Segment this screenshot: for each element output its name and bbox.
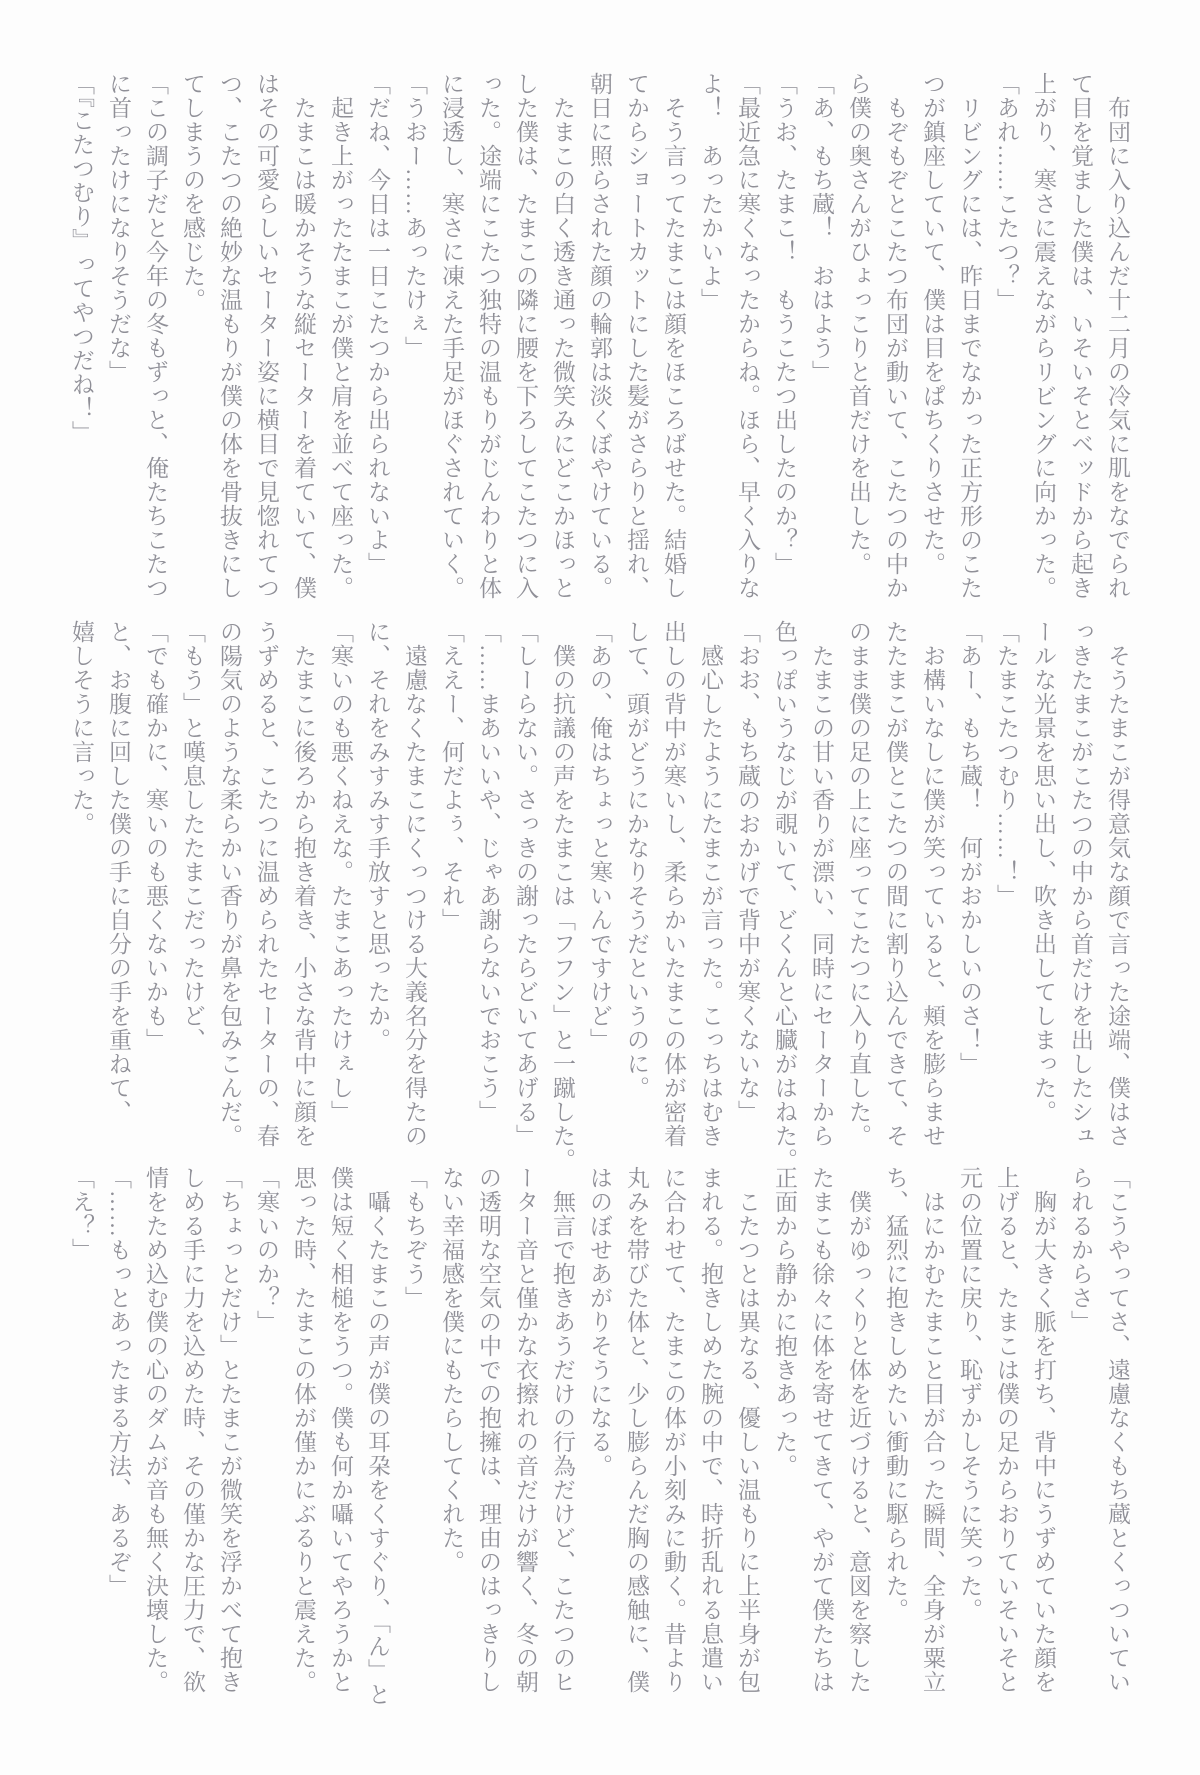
- text-line: 僕は短く相槌をうつ。僕も何か囁いてやろうかと: [328, 1166, 353, 1694]
- text-line: たまこの白く透き通った微笑みにどこかほっと: [550, 72, 575, 600]
- text-line: はその可愛らしいセーター姿に横目で見惚れてつ: [254, 72, 279, 600]
- text-line: リビングには、昨日までなかった正方形のこた: [957, 72, 982, 600]
- text-line: つが鎮座していて、僕は目をぱちくりさせた。: [920, 72, 945, 576]
- text-line: ールな光景を思い出し、吹き出してしまった。: [1031, 620, 1056, 1124]
- text-line: 「ええー、何だよぅ、それ」: [439, 620, 464, 932]
- text-line: しめる手に力を込めた時、その僅かな圧力で、欲: [180, 1166, 205, 1694]
- text-line: たたまこが僕とこたつの間に割り込んできて、そ: [883, 620, 908, 1148]
- text-line: 「うおー……あったけぇ」: [402, 72, 427, 360]
- text-line: 囁くたまこの声が僕の耳朶をくすぐり、「ん」と: [365, 1166, 390, 1707]
- text-line: した僕は、たまこの隣に腰を下ろしてこたつに入: [513, 72, 538, 600]
- text-line: ら僕の奥さんがひょっこりと首だけを出した。: [846, 72, 871, 576]
- text-line: 「おお、もち蔵のおかげで背中が寒くないな」: [735, 620, 760, 1124]
- text-line: うずめると、こたつに温められたセーターの、春: [254, 620, 279, 1148]
- text-line: に合わせて、たまこの体が小刻みに動く。昔より: [661, 1166, 686, 1694]
- text-line: はのぼせあがりそうになる。: [587, 1166, 612, 1478]
- text-line: 上がり、寒さに震えながらリビングに向かった。: [1031, 72, 1056, 600]
- text-line: 正面から静かに抱きあった。: [772, 1166, 797, 1478]
- text-line: て目を覚ました僕は、いそいそとベッドから起き: [1068, 72, 1093, 600]
- text-line: 朝日に照らされた顔の輪郭は淡くぼやけている。: [587, 72, 612, 600]
- text-line: 色っぽいうなじが覗いて、どくんと心臓がはねた。: [772, 620, 797, 1172]
- text-line: ない幸福感を僕にもたらしてくれた。: [439, 1166, 464, 1574]
- text-line: の透明な空気の中での抱擁は、理由のはっきりし: [476, 1166, 501, 1694]
- text-line: 思った時、たまこの体が僅かにぶるりと震えた。: [291, 1166, 316, 1694]
- text-line: 「この調子だと今年の冬もずっと、俺たちこたつ: [143, 72, 168, 600]
- text-line: たまこの甘い香りが漂い、同時にセーターから: [809, 620, 834, 1148]
- text-line: の陽気のような柔らかい香りが鼻を包みこんだ。: [217, 620, 242, 1148]
- text-line: 嬉しそうに言った。: [69, 620, 94, 836]
- text-line: 「うお、たまこ！ もうこたつ出したのか？」: [772, 72, 797, 576]
- text-line: そう言ってたまこは顔をほころばせた。結婚し: [661, 72, 686, 600]
- text-line: 出しの背中が寒いし、柔らかいたまこの体が密着: [661, 620, 686, 1148]
- text-line: 「寒いのか？」: [254, 1166, 279, 1334]
- text-line: 上げると、たまこは僕の足からおりていそいそと: [994, 1166, 1019, 1694]
- text-line: 「最近急に寒くなったからね。ほら、早く入りな: [735, 72, 760, 600]
- text-line: たまこは暖かそうな縦セーターを着ていて、僕: [291, 72, 316, 600]
- text-line: 僕の抗議の声をたまこは「フフン」と一蹴した。: [550, 620, 575, 1172]
- text-line: てからショートカットにした髪がさらりと揺れ、: [624, 72, 649, 600]
- text-line: 「『こたつむり』ってやつだね！」: [69, 72, 94, 445]
- text-line: られるからさ」: [1068, 1166, 1093, 1334]
- text-line: 「もう」と嘆息したたまこだったけど、: [180, 620, 205, 1052]
- text-line: に首ったけになりそうだな」: [106, 72, 131, 384]
- text-line: まれる。抱きしめた腕の中で、時折乱れる息遣い: [698, 1166, 723, 1694]
- text-line: てしまうのを感じた。: [180, 72, 205, 312]
- text-line: 「……もっとあったまる方法、あるぞ」: [106, 1166, 131, 1598]
- text-line: と、お腹に回した僕の手に自分の手を重ねて、: [106, 620, 131, 1124]
- text-line: 「ちょっとだけ」とたまこが微笑を浮かべて抱き: [217, 1166, 242, 1694]
- text-line: 「あ、もち蔵！ おはよう」: [809, 72, 834, 384]
- text-line: に、それをみすみす手放すと思ったか。: [365, 620, 390, 1052]
- text-band-top: [60, 72, 1136, 602]
- text-line: 「でも確かに、寒いのも悪くないかも」: [143, 620, 168, 1052]
- text-line: して、頭がどうにかなりそうだというのに。: [624, 620, 649, 1100]
- text-line: 丸みを帯びた体と、少し膨らんだ胸の感触に、僕: [624, 1166, 649, 1694]
- text-line: つ、こたつの絶妙な温もりが僕の体を骨抜きにし: [217, 72, 242, 600]
- text-line: 「あー、もち蔵！ 何がおかしいのさ！」: [957, 620, 982, 1076]
- text-line: 「え？」: [69, 1166, 94, 1262]
- text-line: ーター音と僅かな衣擦れの音だけが響く、冬の朝: [513, 1166, 538, 1694]
- text-line: こたつとは異なる、優しい温もりに上半身が包: [735, 1166, 760, 1694]
- text-line: っきたまこがこたつの中から首だけを出したシュ: [1068, 620, 1093, 1148]
- text-line: 胸が大きく脈を打ち、背中にうずめていた顔を: [1031, 1166, 1056, 1694]
- text-line: たまこも徐々に体を寄せてきて、やがて僕たちは: [809, 1166, 834, 1694]
- text-line: 遠慮なくたまこにくっつける大義名分を得たの: [402, 620, 427, 1148]
- text-line: に浸透し、寒さに凍えた手足がほぐされていく。: [439, 72, 464, 600]
- text-line: 無言で抱きあうだけの行為だけど、こたつのヒ: [550, 1166, 575, 1694]
- text-line: 元の位置に戻り、恥ずかしそうに笑った。: [957, 1166, 982, 1622]
- text-line: 「たまこたつむり……！」: [994, 620, 1019, 908]
- text-line: 起き上がったたまこが僕と肩を並べて座った。: [328, 72, 353, 600]
- text-line: った。途端にこたつ独特の温もりがじんわりと体: [476, 72, 501, 600]
- text-line: そうたまこが得意気な顔で言った途端、僕はさ: [1105, 620, 1130, 1148]
- text-line: 「しーらない。さっきの謝ったらどいてあげる」: [513, 620, 538, 1148]
- text-line: たまこに後ろから抱き着き、小さな背中に顔を: [291, 620, 316, 1148]
- text-line: 「寒いのも悪くねえな。たまこあったけぇし」: [328, 620, 353, 1124]
- text-line: 「だね、今日は一日こたつから出られないよ」: [365, 72, 390, 576]
- text-line: もぞもぞとこたつ布団が動いて、こたつの中か: [883, 72, 908, 600]
- text-line: 僕がゆっくりと体を近づけると、意図を察した: [846, 1166, 871, 1694]
- text-line: 「もちぞう」: [402, 1166, 427, 1310]
- text-line: 「あれ……こたつ？」: [994, 72, 1019, 312]
- text-line: お構いなしに僕が笑っていると、頬を膨らませ: [920, 620, 945, 1148]
- text-band-middle: [60, 620, 1136, 1172]
- text-line: 情をため込む僕の心のダムが音も無く決壊した。: [143, 1166, 168, 1694]
- text-line: 「こうやってさ、遠慮なくもち蔵とくっついてい: [1105, 1166, 1130, 1694]
- text-band-bottom: [60, 1166, 1136, 1707]
- text-line: 布団に入り込んだ十二月の冷気に肌をなでられ: [1105, 72, 1130, 600]
- text-line: 感心したようにたまこが言った。こっちはむき: [698, 620, 723, 1148]
- text-line: 「……まあいいや、じゃあ謝らないでおこう」: [476, 620, 501, 1124]
- text-line: 「あの、俺はちょっと寒いんですけど」: [587, 620, 612, 1052]
- text-line: のまま僕の足の上に座ってこたつに入り直した。: [846, 620, 871, 1148]
- text-line: はにかむたまこと目が合った瞬間、全身が粟立: [920, 1166, 945, 1694]
- text-line: よ！ あったかいよ」: [698, 72, 723, 312]
- text-line: ち、猛烈に抱きしめたい衝動に駆られた。: [883, 1166, 908, 1622]
